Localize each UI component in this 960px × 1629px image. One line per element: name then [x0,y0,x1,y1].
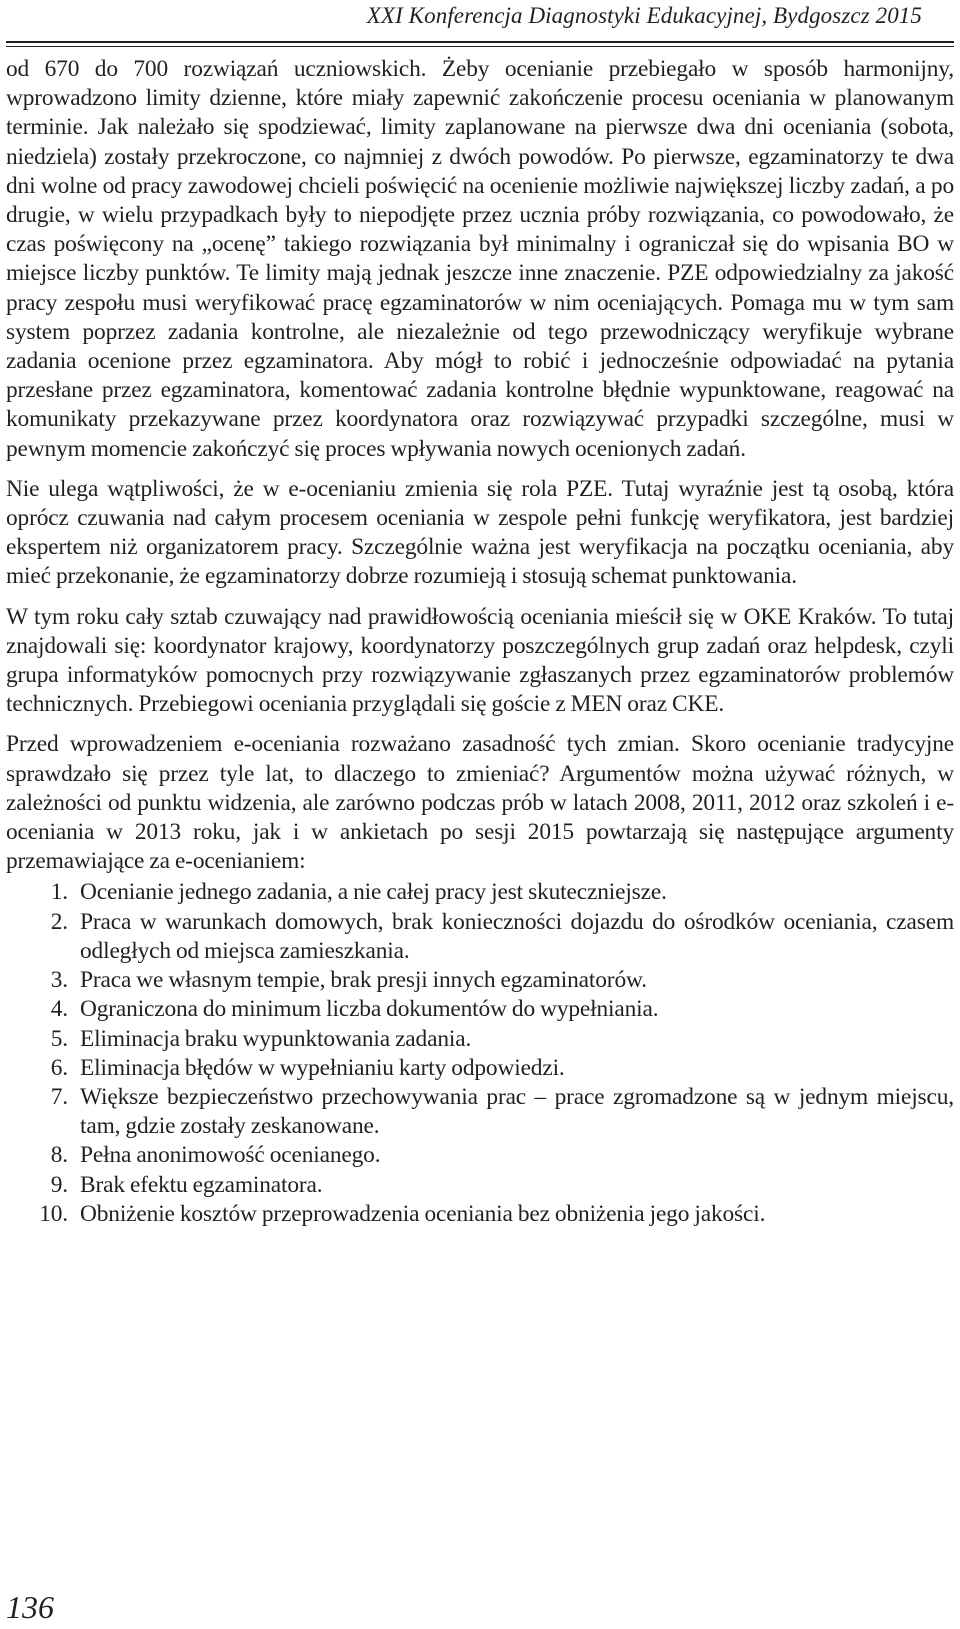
page-number: 136 [6,1589,54,1625]
list-item-text: Praca w warunkach domowych, brak konieczności dojazdu do ośrodków oceniania, czasem odległych od miejsca zamieszkania. [80,908,954,964]
list-item-number: 3. [50,967,68,994]
list-item [6,1200,954,1229]
argument-list [6,878,954,1228]
list-item [6,878,954,907]
header-rule-thin [6,46,954,47]
running-header: XXI Konferencja Diagnostyki Edukacyjnej, Bydgoszcz 2015 [366,3,922,28]
list-item [6,1054,954,1083]
list-item-number: 7. [50,1083,68,1110]
list-item [6,1141,954,1170]
list-item [6,966,954,995]
list-item-text: Brak efektu egzaminatora. [80,1171,323,1198]
body-text [6,55,954,1229]
list-item [6,995,954,1024]
list-item-text: Większe bezpieczeństwo przechowywania prac – prace zgromadzone są w jednym miejscu, tam, gdzie zostały zeskanowane. [80,1083,954,1140]
paragraph: od 670 do 700 rozwiązań uczniowskich. Żeby ocenianie przebiegało w sposób harmonijny, wprowadzono limity dzienne, które miały zapewnić zakończenie procesu oceniania w planowanym terminie. Jak należało się spodziewać, limity zaplanowane na pierwsze dwa dni oceniania (sobota, niedziela) zostały przekroczone, co najmniej z dwóch powodów. Po pierwsze, egzaminatorzy te dwa dni wolne od pracy zawodowej chcieli poświęcić na ocenienie możliwie największej liczby zadań, a po drugie, w wielu przypadkach były to niepodjęte przez ucznia próby rozwiązania, co powodowało, że czas poświęcony na „ocenę” takiego rozwiązania był minimalny i ograniczał się do wpisania BO w miejsce liczby punktów. Te limity mają jednak jeszcze inne znaczenie. PZE odpowiedzialny za jakość pracy zespołu musi weryfikować pracę egzaminatorów w nim oceniających. Pomaga mu w tym sam system poprzez zadania kontrolne, ale niezależnie od tego przewodniczący weryfikuje wybrane zadania ocenione przez egzaminatora. Aby mógł to robić i jednocześnie odpowiadać na pytania przesłane przez egzaminatora, komentować zadania kontrolne błędnie wypunktowane, reagować na komunikaty przekazywane przez koordynatora oraz rozwiązywać przypadki szczególne, musi w pewnym momencie zakończyć się proces wpływania nowych ocenionych zadań. [6,56,954,462]
list-item-text: Obniżenie kosztów przeprowadzenia oceniania bez obniżenia jego jakości. [80,1200,766,1227]
list-item-text: Praca we własnym tempie, brak presji innych egzaminatorów. [80,967,647,994]
list-item-number: 6. [50,1054,68,1081]
list-item-number: 5. [50,1025,68,1052]
list-item-text: Ocenianie jednego zadania, a nie całej pracy jest skuteczniejsze. [80,879,667,906]
list-item-number: 8. [50,1142,68,1169]
header-rule-thick [6,41,954,43]
list-item-number: 10. [39,1200,68,1227]
paragraph: Przed wprowadzeniem e-oceniania rozważano zasadność tych zmian. Skoro ocenianie tradycyjne sprawdzało się przez tyle lat, to dlaczego to zmieniać? Argumentów można używać różnych, w zależności od punktu widzenia, ale zarówno podczas prób w latach 2008, 2011, 2012 oraz szkoleń i e-oceniania w 2013 roku, jak i w ankietach po sesji 2015 powtarzają się następujące argumenty przemawiające za e-ocenianiem: [6,731,954,875]
paragraph: Nie ulega wątpliwości, że w e-ocenianiu zmienia się rola PZE. Tutaj wyraźnie jest tą osobą, która oprócz czuwania nad całym procesem oceniania w zespole pełni funkcję weryfikatora, jest bardziej ekspertem niż organizatorem pracy. Szczególnie ważna jest weryfikacja na początku oceniania, aby mieć przekonanie, że egzaminatorzy dobrze rozumieją i stosują schemat punktowania. [6,475,954,590]
list-item-text: Ograniczona do minimum liczba dokumentów do wypełniania. [80,996,659,1023]
list-item-number: 2. [50,908,68,935]
list-item [6,1083,954,1141]
list-item-text: Eliminacja braku wypunktowania zadania. [80,1025,472,1052]
list-item [6,1025,954,1054]
list-item-number: 4. [50,996,68,1023]
list-item-number: 1. [50,879,68,906]
list-item-number: 9. [50,1171,68,1198]
list-item [6,1171,954,1200]
list-item-text: Eliminacja błędów w wypełnianiu karty odpowiedzi. [80,1054,565,1081]
list-item [6,908,954,966]
paragraph: W tym roku cały sztab czuwający nad prawidłowością oceniania mieścił się w OKE Kraków. To tutaj znajdowali się: koordynator krajowy, koordynatorzy poszczególnych grup zadań oraz helpdesk, czyli grupa informatyków pomocnych przy rozwiązywanie zgłaszanych przez egzaminatorów problemów technicznych. Przebiegowi oceniania przyglądali się goście z MEN oraz CKE. [6,603,954,718]
list-item-text: Pełna anonimowość ocenianego. [80,1142,381,1169]
